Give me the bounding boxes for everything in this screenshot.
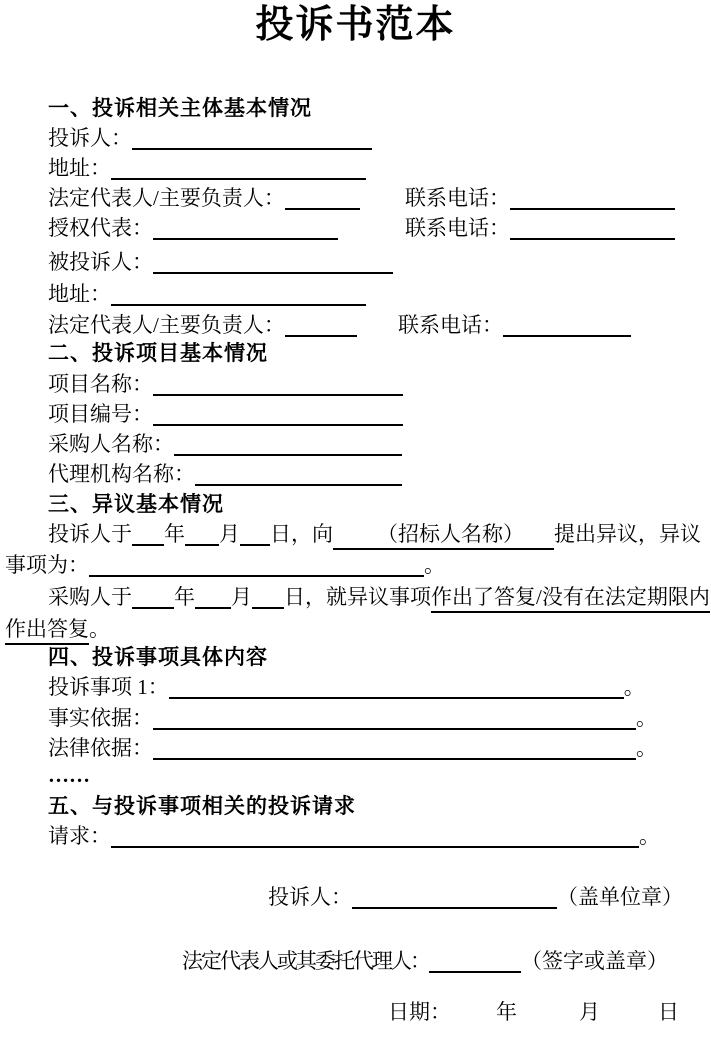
- section5-heading: 五、与投诉事项相关的投诉请求: [48, 795, 356, 818]
- phone-label: 联系电话：: [405, 186, 510, 210]
- legal-rep-row: [0, 185, 711, 212]
- date-row: [388, 999, 679, 1026]
- reply-day-blank: [252, 586, 284, 609]
- reply-wrap-underlined-text: 作出答复: [5, 617, 89, 645]
- section4-heading: 四、投诉事项具体内容: [48, 646, 268, 669]
- legal-basis-blank: [153, 737, 636, 760]
- project-number-label: 项目编号：: [48, 402, 153, 426]
- project-number-blank: [153, 403, 403, 426]
- objection-matter-period: 。: [424, 553, 445, 577]
- legal-rep-label-2: 法定代表人/主要负责人：: [48, 313, 285, 337]
- respondent-blank: [153, 251, 393, 274]
- date-spacer-2: [517, 1018, 579, 1019]
- complaint-item1-period: 。: [623, 675, 645, 699]
- project-number-row: [48, 401, 403, 428]
- sign-note: （签字或盖章）: [521, 949, 668, 973]
- address-label: 地址：: [48, 156, 111, 180]
- objection-p1-start: 投诉人于: [48, 522, 132, 546]
- objection-month-blank: [185, 523, 219, 546]
- reply-year-label: 年: [174, 585, 195, 609]
- fact-basis-blank: [153, 707, 636, 730]
- objection-matter-label: 事项为：: [5, 553, 89, 577]
- complainant-row: [48, 125, 372, 152]
- objection-matter-row: [5, 552, 445, 579]
- objection-year-blank: [132, 523, 164, 546]
- fact-basis-row: [48, 705, 657, 732]
- document-title: 投诉书范本: [255, 4, 456, 46]
- phone-blank-3: [503, 314, 631, 337]
- objection-matter-blank: [89, 554, 424, 577]
- complaint-item1-label: 投诉事项 1：: [48, 675, 169, 699]
- request-blank: [111, 825, 639, 848]
- agency-row: [48, 461, 402, 488]
- signature-complainant-blank: [352, 886, 557, 909]
- seal-note: （盖单位章）: [557, 885, 683, 909]
- objection-year-label: 年: [164, 522, 185, 546]
- objection-month-label: 月: [219, 522, 240, 546]
- reply-day-label: 日，就异议事项: [284, 585, 431, 609]
- signature-rep-blank: [429, 950, 521, 973]
- objection-p1-end: 提出异议，异议: [554, 522, 701, 546]
- section1-heading: 一、投诉相关主体基本情况: [48, 97, 312, 120]
- phone-label-3: 联系电话：: [398, 313, 503, 337]
- legal-rep-label: 法定代表人/主要负责人：: [48, 186, 285, 210]
- legal-rep-blank: [285, 187, 360, 210]
- objection-date-row: [48, 521, 701, 548]
- legal-rep-blank-2: [285, 314, 357, 337]
- complaint-item1-blank: [169, 676, 624, 699]
- legal-rep-row-2: [0, 312, 711, 339]
- signature-rep-row: [182, 948, 668, 975]
- date-year-label: 年: [496, 1000, 517, 1024]
- legal-basis-label: 法律依据：: [48, 736, 153, 760]
- reply-month-label: 月: [231, 585, 252, 609]
- request-row: [48, 823, 660, 850]
- date-spacer-3: [600, 1018, 658, 1019]
- request-period: 。: [639, 824, 660, 848]
- signature-rep-label: 法定代表人或其委托代理人：: [182, 949, 429, 973]
- project-name-label: 项目名称：: [48, 372, 153, 396]
- respondent-address-row: [48, 281, 366, 308]
- complaint-item1-row: [48, 674, 645, 701]
- date-spacer-1: [451, 1018, 496, 1019]
- agency-blank: [195, 463, 402, 486]
- address-blank: [111, 157, 366, 180]
- objection-day-label: 日，向: [270, 522, 333, 546]
- complainant-blank: [132, 127, 372, 150]
- authorized-rep-row: [0, 215, 711, 242]
- purchaser-reply-row: [48, 584, 710, 611]
- section2-heading: 二、投诉项目基本情况: [48, 342, 268, 365]
- bidder-name-note: （招标人名称）: [333, 522, 554, 550]
- ellipsis-row: ……: [48, 763, 90, 787]
- signature-complainant-row: [268, 884, 683, 911]
- phone-label-2: 联系电话：: [405, 216, 510, 240]
- fact-basis-period: 。: [636, 706, 657, 730]
- signature-complainant-label: 投诉人：: [268, 885, 352, 909]
- respondent-address-label: 地址：: [48, 282, 111, 306]
- date-label: 日期：: [388, 1000, 451, 1024]
- respondent-row: [48, 249, 393, 276]
- section3-heading: 三、异议基本情况: [48, 493, 224, 516]
- reply-year-blank: [132, 586, 174, 609]
- date-day-label: 日: [658, 1000, 679, 1024]
- authorized-rep-label: 授权代表：: [48, 216, 153, 240]
- address-row: [48, 155, 366, 182]
- authorized-rep-blank: [153, 217, 338, 240]
- legal-basis-period: 。: [636, 736, 657, 760]
- purchaser-row: [48, 431, 402, 458]
- objection-day-blank: [240, 523, 270, 546]
- respondent-address-blank: [111, 283, 366, 306]
- reply-period: 。: [89, 617, 110, 641]
- respondent-label: 被投诉人：: [48, 250, 153, 274]
- purchaser-reply-wrap-row: [5, 616, 110, 643]
- reply-underlined-text: 作出了答复/没有在法定期限内: [431, 585, 710, 613]
- reply-month-blank: [195, 586, 231, 609]
- purchaser-blank: [174, 433, 402, 456]
- agency-label: 代理机构名称：: [48, 462, 195, 486]
- purchaser-label: 采购人名称：: [48, 432, 174, 456]
- legal-basis-row: [48, 735, 657, 762]
- project-name-row: [48, 371, 403, 398]
- request-label: 请求：: [48, 824, 111, 848]
- date-month-label: 月: [579, 1000, 600, 1024]
- phone-blank-2: [510, 217, 675, 240]
- phone-blank: [510, 187, 675, 210]
- fact-basis-label: 事实依据：: [48, 706, 153, 730]
- project-name-blank: [153, 373, 403, 396]
- reply-p2-start: 采购人于: [48, 585, 132, 609]
- complainant-label: 投诉人：: [48, 126, 132, 150]
